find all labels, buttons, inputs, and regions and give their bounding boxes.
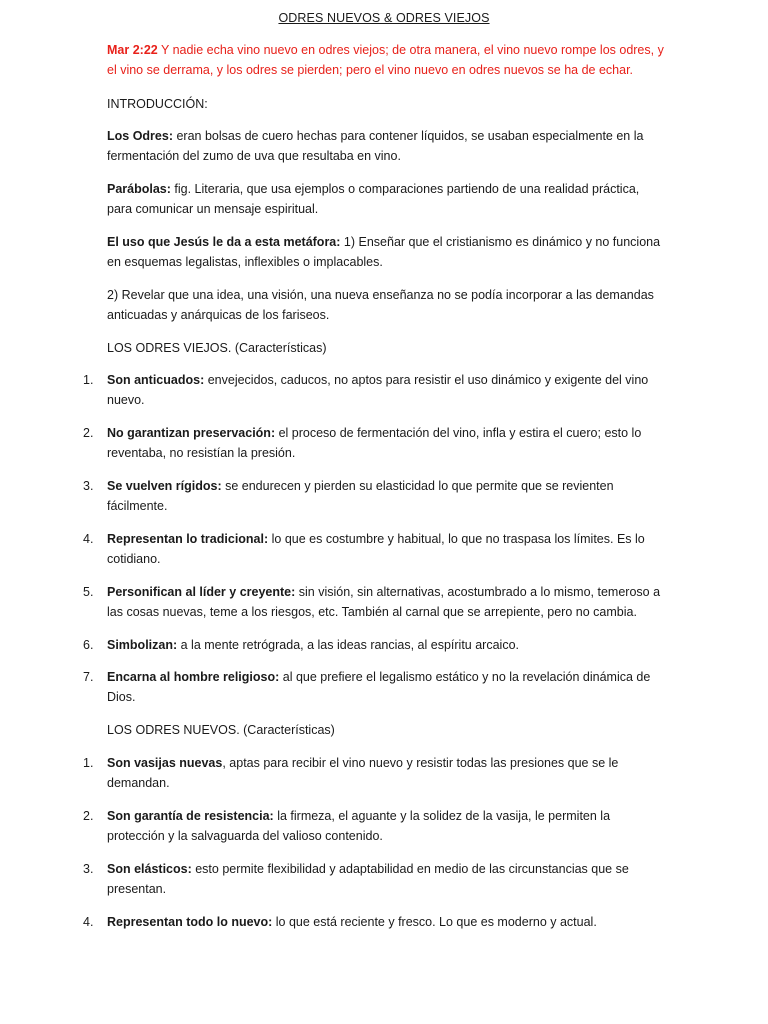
item-text: lo que es costumbre y habitual, lo que no traspasa los límites. Es lo cotidiano.: [107, 532, 645, 566]
item-term: Representan todo lo nuevo:: [107, 915, 273, 929]
old-wineskins-heading: LOS ODRES VIEJOS. (Características): [107, 341, 327, 355]
item-term: Simbolizan:: [107, 638, 178, 652]
definition-term: El uso que Jesús le da a esta metáfora:: [107, 235, 341, 249]
item-text: se endurecen y pierden su elasticidad lo que permite que se revienten fácilmente.: [107, 479, 614, 513]
item-term: Son garantía de resistencia:: [107, 809, 274, 823]
definition-term: Parábolas:: [107, 182, 171, 196]
verse-text: Y nadie echa vino nuevo en odres viejos; de otra manera, el vino nuevo rompe los odres, y el vino se derrama, y los odres se pierden; pero el vino nuevo en odres nuevos se ha de echar.: [107, 43, 664, 77]
point-two-paragraph: 2) Revelar que una idea, una visión, una nueva enseñanza no se podía incorporar a las demandas anticuadas y anárquicas de los fariseos.: [107, 288, 654, 322]
list-number: 1.: [83, 373, 94, 387]
list-number: 1.: [83, 756, 94, 770]
item-term: Representan lo tradicional:: [107, 532, 269, 546]
definition-parabolas: [107, 179, 667, 219]
list-number: 2.: [83, 809, 94, 823]
item-term: No garantizan preservación:: [107, 426, 276, 440]
item-text: esto permite flexibilidad y adaptabilidad en medio de las circunstancias que se presentan.: [107, 862, 629, 896]
item-term: Se vuelven rígidos:: [107, 479, 222, 493]
list-number: 2.: [83, 426, 94, 440]
item-text: envejecidos, caducos, no aptos para resistir el uso dinámico y exigente del vino nuevo.: [107, 373, 649, 407]
definition-text: fig. Literaria, que usa ejemplos o comparaciones partiendo de una realidad práctica, para comunicar un mensaje espiritual.: [107, 182, 640, 216]
item-text: lo que está reciente y fresco. Lo que es moderno y actual.: [272, 915, 597, 929]
new-wineskins-heading: LOS ODRES NUEVOS. (Características): [107, 723, 335, 737]
document-title: ODRES NUEVOS & ODRES VIEJOS: [278, 11, 490, 25]
intro-heading: INTRODUCCIÓN:: [107, 97, 208, 111]
list-number: 7.: [83, 670, 94, 684]
item-term: Son vasijas nuevas: [107, 756, 223, 770]
list-number: 6.: [83, 638, 94, 652]
item-term: Son elásticos:: [107, 862, 192, 876]
verse-paragraph: [107, 40, 667, 80]
item-text: la firmeza, el aguante y la solidez de la vasija, le permiten la protección y la salvaguarda del valioso contenido.: [107, 809, 611, 843]
list-number: 3.: [83, 862, 94, 876]
item-text: , aptas para recibir el vino nuevo y resistir todas las presiones que se le demandan.: [107, 756, 619, 790]
item-text: al que prefiere el legalismo estático y no la revelación dinámica de Dios.: [107, 670, 651, 704]
item-term: Son anticuados:: [107, 373, 205, 387]
list-number: 4.: [83, 915, 94, 929]
definition-metafora: [107, 232, 667, 272]
list-number: 4.: [83, 532, 94, 546]
definition-term: Los Odres:: [107, 129, 173, 143]
item-term: Encarna al hombre religioso:: [107, 670, 280, 684]
list-number: 5.: [83, 585, 94, 599]
item-text: sin visión, sin alternativas, acostumbrado a lo mismo, temeroso a las cosas nuevas, teme a los riesgos, etc. También al carnal que se arrepiente, pero no cambia.: [107, 585, 661, 619]
list-number: 3.: [83, 479, 94, 493]
item-text: a la mente retrógrada, a las ideas rancias, al espíritu arcaico.: [177, 638, 519, 652]
verse-reference: Mar 2:22: [107, 43, 158, 57]
item-term: Personifican al líder y creyente:: [107, 585, 296, 599]
definition-text: 1) Enseñar que el cristianismo es dinámico y no funciona en esquemas legalistas, inflexibles o implacables.: [107, 235, 661, 269]
definition-text: eran bolsas de cuero hechas para contener líquidos, se usaban especialmente en la fermentación del zumo de uva que resultaba en vino.: [107, 129, 644, 163]
definition-odres: [107, 126, 667, 166]
item-text: el proceso de fermentación del vino, infla y estira el cuero; esto lo reventaba, no resistían la presión.: [107, 426, 642, 460]
